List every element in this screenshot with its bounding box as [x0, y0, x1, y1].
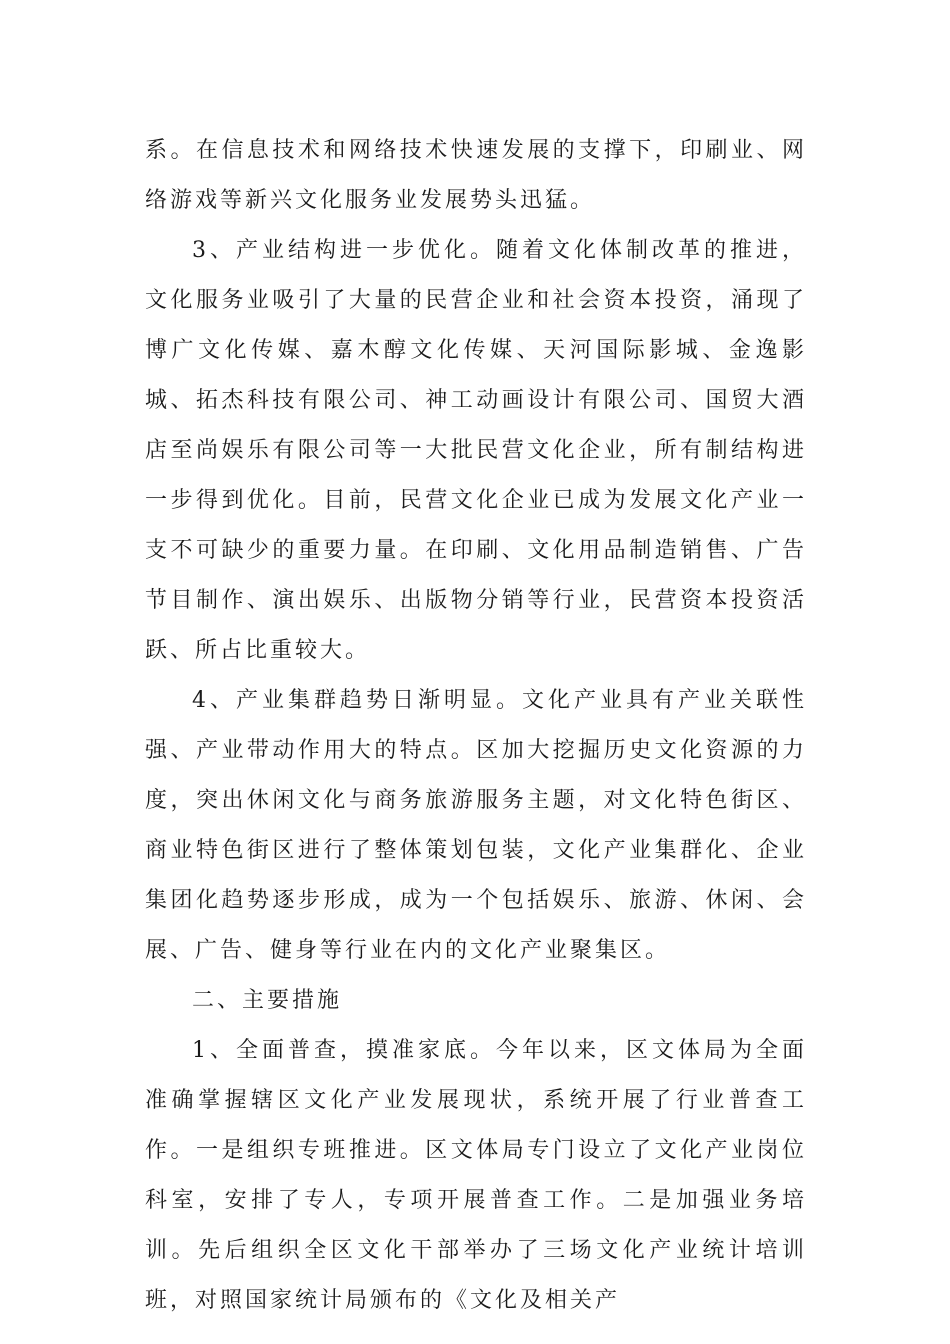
paragraph-industry-structure: 3、产业结构进一步优化。随着文化体制改革的推进，文化服务业吸引了大量的民营企业和社会资本投资，涌现了博广文化传媒、嘉木醇文化传媒、天河国际影城、金逸影城、拓杰科技有限公司、神工动画设计有限公司、国贸大酒店至尚娱乐有限公司等一大批民营文化企业，所有制结构进一步得到优化。目前，民营文化企业已成为发展文化产业一支不可缺少的重要力量。在印刷、文化用品制造销售、广告节目制作、演出娱乐、出版物分销等行业，民营资本投资活跃、所占比重较大。: [145, 238, 807, 663]
section-heading-main-measures: 二、主要措施: [192, 988, 343, 1013]
paragraph-continuation: 系。在信息技术和网络技术快速发展的支撑下，印刷业、网络游戏等新兴文化服务业发展势头迅猛。: [145, 138, 807, 213]
document-body: [145, 126, 807, 1326]
paragraph-survey: 1、全面普查，摸准家底。今年以来，区文体局为全面准确掌握辖区文化产业发展现状，系统开展了行业普查工作。一是组织专班推进。区文体局专门设立了文化产业岗位科室，安排了专人，专项开展普查工作。二是加强业务培训。先后组织全区文化干部举办了三场文化产业统计培训班，对照国家统计局颁布的《文化及相关产: [145, 1038, 807, 1313]
paragraph-industry-cluster: 4、产业集群趋势日渐明显。文化产业具有产业关联性强、产业带动作用大的特点。区加大挖掘历史文化资源的力度，突出休闲文化与商务旅游服务主题，对文化特色街区、商业特色街区进行了整体策划包装，文化产业集群化、企业集团化趋势逐步形成，成为一个包括娱乐、旅游、休闲、会展、广告、健身等行业在内的文化产业聚集区。: [145, 688, 807, 963]
